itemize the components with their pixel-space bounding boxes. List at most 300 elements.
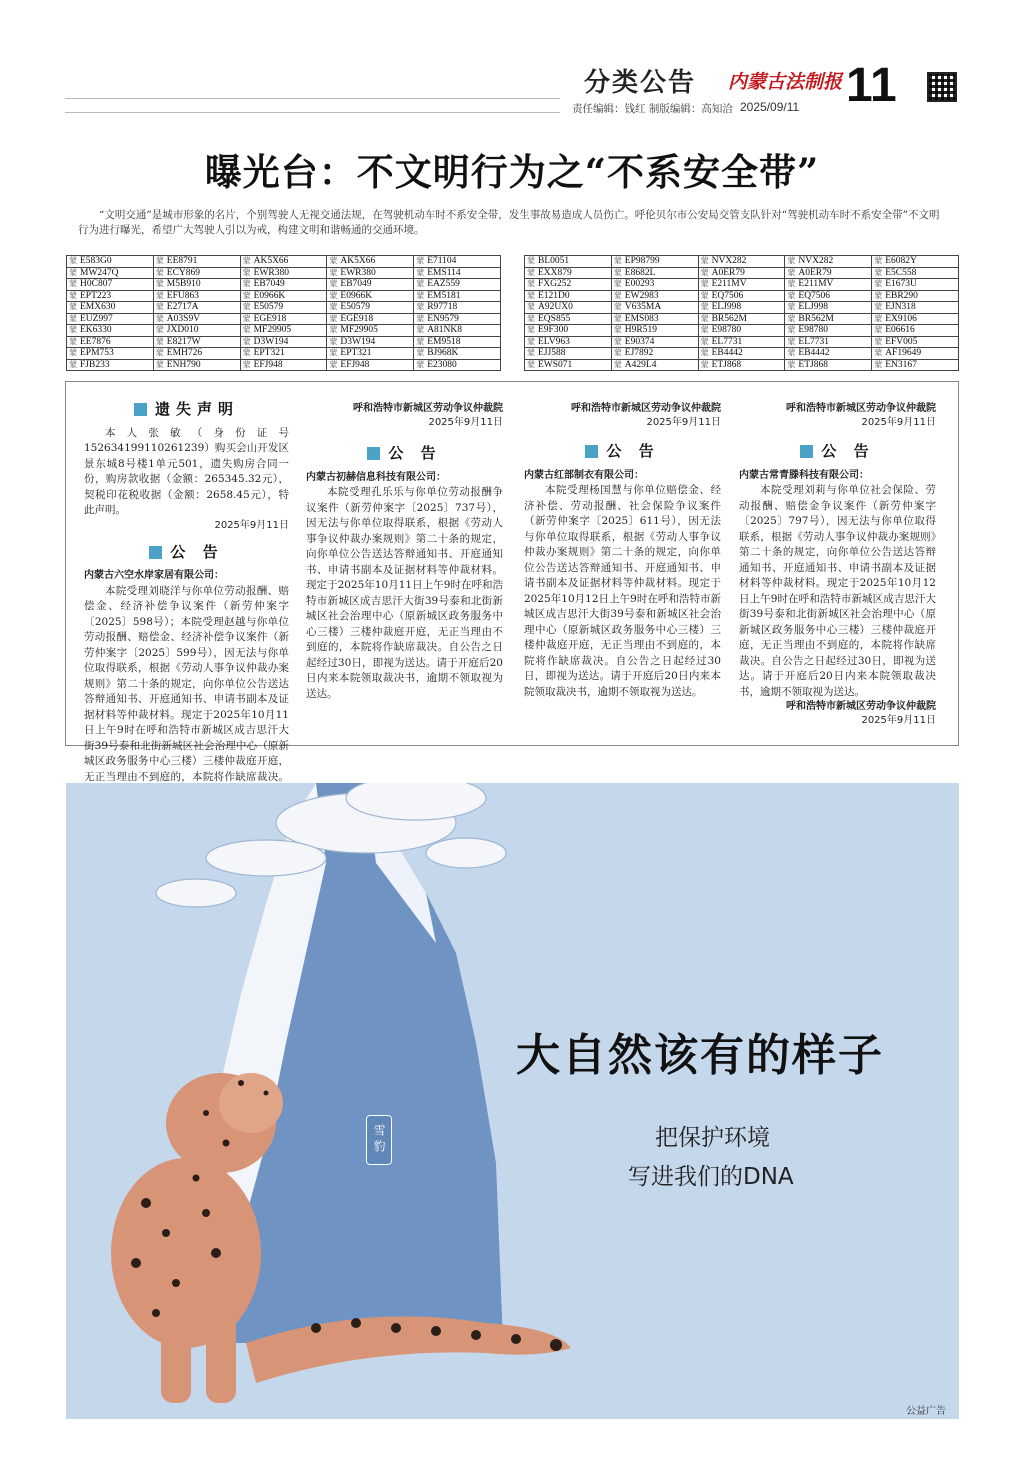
province-prefix: 蒙 <box>787 267 796 277</box>
province-prefix: 蒙 <box>69 302 77 311</box>
plate-number: E583G0 <box>80 256 112 266</box>
plate-number: E50579 <box>340 302 370 312</box>
notice2-date: 2025年9月11日 <box>646 417 721 428</box>
plate-number: EL7731 <box>711 336 743 347</box>
plate-number: BR562M <box>798 313 834 324</box>
province-prefix: 蒙 <box>527 267 535 277</box>
plate-number: EMH726 <box>166 348 203 358</box>
province-prefix: 蒙 <box>700 359 709 369</box>
public-service-poster <box>66 783 959 1419</box>
province-prefix: 蒙 <box>155 267 164 277</box>
province-prefix: 蒙 <box>69 279 77 288</box>
province-prefix: 蒙 <box>874 279 883 288</box>
plate-cell <box>785 279 872 291</box>
plate-number: BR562M <box>711 313 747 324</box>
plate-cell <box>327 256 414 268</box>
plate-cell <box>612 325 699 337</box>
snow-leopard-seal: 雪豹 <box>366 1115 392 1165</box>
plate-cell <box>612 302 699 314</box>
plate-cell <box>414 360 501 372</box>
plate-number: BJ968K <box>427 348 459 358</box>
province-prefix: 蒙 <box>787 359 796 369</box>
plate-number: EXX879 <box>538 267 572 278</box>
province-prefix: 蒙 <box>416 290 425 300</box>
plate-cell <box>525 348 612 360</box>
plate-number: E00293 <box>624 279 655 289</box>
plate-number: A03S9V <box>166 313 201 324</box>
province-prefix: 蒙 <box>700 348 709 357</box>
province-prefix: 蒙 <box>155 348 164 357</box>
plate-number: EWR380 <box>340 267 376 278</box>
plate-cell <box>414 302 501 314</box>
province-prefix: 蒙 <box>874 290 883 300</box>
province-prefix: 蒙 <box>700 313 709 323</box>
plate-cell <box>67 291 154 303</box>
plate-cell <box>154 302 241 314</box>
plate-cell <box>699 268 786 280</box>
plate-cell <box>699 337 786 349</box>
plate-number: E0966K <box>253 290 286 301</box>
plate-cell <box>154 256 241 268</box>
plate-cell <box>612 314 699 326</box>
plate-cell <box>327 314 414 326</box>
plate-number: EPT321 <box>253 348 285 358</box>
plate-cell <box>612 268 699 280</box>
plate-number: EB7049 <box>340 279 372 289</box>
plate-number: E06616 <box>885 325 915 335</box>
province-prefix: 蒙 <box>416 302 425 311</box>
province-prefix: 蒙 <box>787 313 796 323</box>
plate-number: EUZ997 <box>80 313 113 324</box>
province-prefix: 蒙 <box>69 290 77 300</box>
headline: 曝光台：不文明行为之“不系安全带” <box>204 150 820 194</box>
province-prefix: 蒙 <box>69 256 77 265</box>
province-prefix: 蒙 <box>329 267 338 277</box>
plate-cell <box>327 279 414 291</box>
province-prefix: 蒙 <box>242 359 251 369</box>
plate-cell <box>525 360 612 372</box>
plate-number: EB4442 <box>798 348 830 358</box>
notice1-company: 内蒙古六空水岸家居有限公司： <box>84 570 224 581</box>
province-prefix: 蒙 <box>874 313 883 323</box>
province-prefix: 蒙 <box>700 279 709 288</box>
plate-cell <box>872 314 959 326</box>
plate-number: MF29905 <box>340 325 378 335</box>
plate-number: EMS114 <box>427 267 461 278</box>
plate-number: E8217W <box>166 336 201 347</box>
plate-cell <box>67 360 154 372</box>
province-prefix: 蒙 <box>613 279 622 288</box>
poster-illustration <box>66 783 959 1419</box>
plate-cell <box>872 360 959 372</box>
plate-cell <box>241 337 328 349</box>
province-prefix: 蒙 <box>527 348 535 357</box>
plate-cell <box>67 256 154 268</box>
province-prefix: 蒙 <box>329 302 338 311</box>
plate-number: EJJ588 <box>538 348 566 358</box>
plate-cell <box>241 360 328 372</box>
notice3-company: 内蒙古红部制衣有限公司： <box>524 469 644 481</box>
plate-number: E98780 <box>798 325 828 335</box>
plate-number: ELJ998 <box>798 302 828 312</box>
province-prefix: 蒙 <box>527 336 535 346</box>
square-bullet-icon <box>367 447 380 460</box>
province-prefix: 蒙 <box>787 302 796 311</box>
plate-cell <box>785 337 872 349</box>
plate-cell <box>699 325 786 337</box>
plate-cell <box>872 302 959 314</box>
notice3-title: 公 告 <box>524 444 721 460</box>
plate-number: A92UX0 <box>538 302 573 312</box>
province-prefix: 蒙 <box>329 313 338 323</box>
plate-number: ETJ868 <box>711 359 742 370</box>
province-prefix: 蒙 <box>155 359 164 369</box>
province-prefix: 蒙 <box>613 313 622 323</box>
header-rule-2 <box>65 112 560 113</box>
province-prefix: 蒙 <box>329 348 338 357</box>
notice2-court: 呼和浩特市新城区劳动争议仲裁院 <box>571 403 721 414</box>
province-prefix: 蒙 <box>874 256 883 265</box>
plate-number: EE8791 <box>166 256 198 266</box>
plate-number: EQ7506 <box>798 290 831 301</box>
plate-number: JXD010 <box>166 325 199 335</box>
plate-cell <box>414 268 501 280</box>
plate-number: EWR380 <box>253 267 289 278</box>
editors-line: 责任编辑：钱红 制版编辑：高知洽 <box>572 103 733 115</box>
square-bullet-icon <box>134 403 147 416</box>
plate-number: ETJ868 <box>798 359 828 370</box>
plate-cell <box>414 291 501 303</box>
plate-cell <box>154 279 241 291</box>
province-prefix: 蒙 <box>874 267 883 277</box>
plate-cell <box>872 256 959 268</box>
province-prefix: 蒙 <box>69 267 77 277</box>
plate-cell <box>525 268 612 280</box>
plate-number: E90374 <box>624 336 655 347</box>
plate-cell <box>785 360 872 372</box>
plate-number: AF19649 <box>885 348 922 358</box>
plate-cell <box>67 348 154 360</box>
plate-number: D3W194 <box>253 336 289 347</box>
province-prefix: 蒙 <box>613 267 622 277</box>
plate-cell <box>154 291 241 303</box>
plate-number: V635MA <box>624 302 662 312</box>
plates-table-left <box>66 255 501 371</box>
plate-cell <box>241 314 328 326</box>
plate-cell <box>67 337 154 349</box>
plate-number: E211MV <box>711 279 747 289</box>
plate-number: EPT223 <box>80 290 112 301</box>
plate-cell <box>154 314 241 326</box>
notices-box <box>65 381 959 783</box>
plate-number: ECY869 <box>166 267 201 278</box>
province-prefix: 蒙 <box>329 256 338 265</box>
notice-column-4 <box>739 402 936 728</box>
province-prefix: 蒙 <box>787 256 796 265</box>
province-prefix: 蒙 <box>787 279 796 288</box>
plate-number: EM5181 <box>427 290 461 301</box>
plate-number: EJN318 <box>885 302 916 312</box>
province-prefix: 蒙 <box>613 325 622 334</box>
plate-cell <box>699 360 786 372</box>
province-prefix: 蒙 <box>613 302 622 311</box>
plate-cell <box>785 291 872 303</box>
plate-number: NVX282 <box>798 256 834 266</box>
plate-cell <box>241 348 328 360</box>
plate-number: EPT321 <box>340 348 372 358</box>
plate-cell <box>785 314 872 326</box>
plate-cell <box>699 279 786 291</box>
plate-cell <box>67 279 154 291</box>
notice4-court: 呼和浩特市新城区劳动争议仲裁院 <box>786 701 936 712</box>
lost-title: 遗失声明 <box>84 402 289 418</box>
plate-cell <box>525 256 612 268</box>
province-prefix: 蒙 <box>329 279 338 288</box>
plate-cell <box>154 337 241 349</box>
province-prefix: 蒙 <box>416 325 425 334</box>
plate-number: A81NK8 <box>427 325 463 335</box>
province-prefix: 蒙 <box>242 279 251 288</box>
issue-date: 2025/09/11 <box>740 100 800 114</box>
plate-cell <box>612 291 699 303</box>
plate-number: ENH790 <box>166 359 201 370</box>
plate-cell <box>67 314 154 326</box>
province-prefix: 蒙 <box>613 359 622 369</box>
province-prefix: 蒙 <box>416 313 425 323</box>
province-prefix: 蒙 <box>527 256 535 265</box>
plate-cell <box>327 360 414 372</box>
province-prefix: 蒙 <box>69 313 77 323</box>
plate-cell <box>525 314 612 326</box>
plate-number: EN9579 <box>427 313 459 324</box>
plate-number: A429L4 <box>624 359 657 370</box>
plate-cell <box>154 348 241 360</box>
plate-cell <box>327 291 414 303</box>
plate-cell <box>414 325 501 337</box>
section-title: 分类公告 <box>584 68 697 98</box>
notice1-body: 本院受理刘晓洋与你单位劳动报酬、赔偿金、经济补偿争议案件（新劳仲案字〔2025〕598号）；本院受理赵越与你单位劳动报酬、赔偿金、经济补偿争议案件（新劳仲案字〔2025〕599号），因无法与你单位取得联系，根据《劳动人事争议仲裁办案规则》第二十条的规定，向你单位公告送达答辩通知书、开庭通知书、申请书副本及证据材料等仲裁材料。现定于2025年10月11日上午9时在呼和浩特市新城区成吉思汗大街39号泰和北街新城区社会治理中心（原新城区政务服务中心三楼）三楼仲裁庭开庭，无正当理由不到庭的，本院将作缺席裁决。 <box>84 584 289 783</box>
plate-number: NVX282 <box>711 256 747 266</box>
province-prefix: 蒙 <box>69 336 77 346</box>
province-prefix: 蒙 <box>787 290 796 300</box>
square-bullet-icon <box>800 445 813 458</box>
province-prefix: 蒙 <box>416 267 425 277</box>
province-prefix: 蒙 <box>416 279 425 288</box>
province-prefix: 蒙 <box>155 290 164 300</box>
notice3-court: 呼和浩特市新城区劳动争议仲裁院 <box>786 403 936 414</box>
province-prefix: 蒙 <box>613 290 622 300</box>
plate-cell <box>154 325 241 337</box>
plate-cell <box>699 348 786 360</box>
plate-cell <box>785 256 872 268</box>
plate-cell <box>872 279 959 291</box>
plate-number: MW247Q <box>80 267 119 278</box>
plate-cell <box>872 337 959 349</box>
notice4-company: 内蒙古常青滕科技有限公司： <box>739 469 869 481</box>
square-bullet-icon <box>149 546 162 559</box>
province-prefix: 蒙 <box>416 348 425 357</box>
plate-cell <box>241 256 328 268</box>
plate-number: E211MV <box>798 279 834 289</box>
plate-number: AK5X66 <box>340 256 376 266</box>
province-prefix: 蒙 <box>416 336 425 346</box>
plate-number: D3W194 <box>340 336 376 347</box>
plate-number: BL0051 <box>538 256 570 266</box>
plate-number: EGE918 <box>340 313 374 324</box>
province-prefix: 蒙 <box>874 325 883 334</box>
plate-number: EFJ948 <box>253 359 283 370</box>
province-prefix: 蒙 <box>155 302 164 311</box>
plate-number: EB7049 <box>253 279 285 289</box>
plate-cell <box>872 268 959 280</box>
poster-subtitle-2: 写进我们的DNA <box>628 1164 794 1190</box>
province-prefix: 蒙 <box>416 256 425 265</box>
page-number: 11 <box>846 59 897 112</box>
province-prefix: 蒙 <box>874 302 883 311</box>
province-prefix: 蒙 <box>874 348 883 357</box>
plate-cell <box>872 348 959 360</box>
province-prefix: 蒙 <box>329 336 338 346</box>
plate-cell <box>414 348 501 360</box>
province-prefix: 蒙 <box>69 348 77 357</box>
plate-number: EAZ559 <box>427 279 460 289</box>
province-prefix: 蒙 <box>527 279 535 288</box>
plate-number: E6082Y <box>885 256 917 266</box>
province-prefix: 蒙 <box>69 359 77 369</box>
plate-cell <box>872 325 959 337</box>
plate-cell <box>414 256 501 268</box>
plate-number: A0ER79 <box>798 267 832 278</box>
lost-body: 本人张敏（身份证号152634199110261239）购买会山开发区景东城8号楼1单元501，遗失购房合同一份，购房款收据（金额：265345.32元），契税印花税收据（金额：2658.45元），特此声明。 <box>84 426 289 516</box>
plate-number: FJB233 <box>80 359 110 370</box>
plates-table-right <box>524 255 959 371</box>
plate-cell <box>612 360 699 372</box>
plate-cell <box>872 291 959 303</box>
poster-subtitle-1: 把保护环境 <box>655 1125 770 1151</box>
notice4-title: 公 告 <box>739 444 936 460</box>
province-prefix: 蒙 <box>613 336 622 346</box>
plate-number: EBR290 <box>885 290 918 301</box>
plate-number: EWS071 <box>538 359 573 370</box>
plate-cell <box>327 268 414 280</box>
plate-cell <box>525 325 612 337</box>
plate-cell <box>154 360 241 372</box>
province-prefix: 蒙 <box>527 359 535 369</box>
province-prefix: 蒙 <box>242 290 251 300</box>
plate-cell <box>327 302 414 314</box>
province-prefix: 蒙 <box>242 267 251 277</box>
plate-number: EX9106 <box>885 313 917 324</box>
province-prefix: 蒙 <box>527 313 535 323</box>
plate-number: E98780 <box>711 325 742 335</box>
notice1-title: 公 告 <box>84 545 289 561</box>
square-bullet-icon <box>585 445 598 458</box>
plate-number: E0966K <box>340 290 373 301</box>
plate-number: H0C807 <box>80 279 113 289</box>
province-prefix: 蒙 <box>700 302 709 311</box>
province-prefix: 蒙 <box>787 325 796 334</box>
province-prefix: 蒙 <box>242 325 251 334</box>
plate-number: EFV005 <box>885 336 918 347</box>
province-prefix: 蒙 <box>329 359 338 369</box>
plate-number: R97718 <box>427 302 458 312</box>
notice2-company: 内蒙古初赫信息科技有限公司： <box>306 471 446 483</box>
poster-title: 大自然该有的样子 <box>516 1030 884 1081</box>
plate-number: EPM753 <box>80 348 114 358</box>
province-prefix: 蒙 <box>700 325 709 334</box>
province-prefix: 蒙 <box>242 336 251 346</box>
plate-number: EW2983 <box>624 290 659 301</box>
lead-paragraph: “文明交通”是城市形象的名片，个别驾驶人无视交通法规，在驾驶机动车时不系安全带，发生事故易造成人员伤亡。呼伦贝尔市公安局交管支队针对“驾驶机动车时不系安全带”不文明行为进行曝光，希望广大驾驶人引以为戒，构建文明和谐畅通的交通环境。 <box>78 209 940 236</box>
plate-cell <box>414 279 501 291</box>
province-prefix: 蒙 <box>329 290 338 300</box>
plate-cell <box>785 348 872 360</box>
plate-number: A0ER79 <box>711 267 745 278</box>
province-prefix: 蒙 <box>527 302 535 311</box>
plate-number: MF29905 <box>253 325 292 335</box>
plate-number: AK5X66 <box>253 256 289 266</box>
plate-number: E2717A <box>166 302 199 312</box>
notice4-date: 2025年9月11日 <box>861 715 936 726</box>
plate-cell <box>241 325 328 337</box>
plate-number: M5B910 <box>166 279 201 289</box>
plate-number: EGE918 <box>253 313 287 324</box>
plate-cell <box>699 314 786 326</box>
plate-cell <box>241 302 328 314</box>
plate-cell <box>785 302 872 314</box>
notice2-title: 公 告 <box>306 446 503 462</box>
plate-cell <box>699 291 786 303</box>
plate-cell <box>699 256 786 268</box>
plate-number: EP98799 <box>624 256 660 266</box>
plate-number: ELJ998 <box>711 302 742 312</box>
notice-column-2 <box>306 402 503 702</box>
plate-cell <box>241 268 328 280</box>
plate-cell <box>414 337 501 349</box>
header-rule <box>65 98 560 99</box>
province-prefix: 蒙 <box>613 256 622 265</box>
plate-number: E71104 <box>427 256 457 266</box>
qr-code-icon <box>927 72 957 102</box>
plate-number: E8682L <box>624 267 656 278</box>
province-prefix: 蒙 <box>155 325 164 334</box>
notice4-body: 本院受理刘莉与你单位社会保险、劳动报酬、赔偿金争议案件（新劳仲案字〔2025〕797号），因无法与你单位取得联系，根据《劳动人事争议仲裁办案规则》第二十条的规定，向你单位公告送达答辩通知书、开庭通知书、申请书副本及证据材料等仲裁材料。现定于2025年10月12日上午9时在呼和浩特市新城区成吉思汗大街39号泰和北街新城区社会治理中心（原新城区政务服务中心三楼）三楼仲裁庭开庭，无正当理由不到庭的，本院将作缺席裁决。自公告之日起经过30日，即视为送达。请于开庭后20日内来本院领取裁决书，逾期不领取视为送达。 <box>739 484 936 698</box>
notice1-court: 呼和浩特市新城区劳动争议仲裁院 <box>353 403 503 414</box>
plate-number: EQS855 <box>538 313 571 324</box>
province-prefix: 蒙 <box>416 359 425 369</box>
province-prefix: 蒙 <box>329 325 338 334</box>
notice2-body: 本院受理孔乐乐与你单位劳动报酬争议案件（新劳仲案字〔2025〕737号），因无法与你单位取得联系，根据《劳动人事争议仲裁办案规则》第二十条的规定，向你单位公告送达答辩通知书、开庭通知书、申请书副本及证据材料等仲裁材料。现定于2025年10月11日上午9时在呼和浩特市新城区成吉思汗大街39号泰和北街新城区社会治理中心（原新城区政务服务中心三楼）三楼仲裁庭开庭，无正当理由不到庭的，本院将作缺席裁决。自公告之日起经过30日，即视为送达。请于开庭后20日内来本院领取裁决书，逾期不领取视为送达。 <box>306 486 503 700</box>
plate-number: E23080 <box>427 359 457 370</box>
plate-cell <box>327 348 414 360</box>
plate-number: E1673U <box>885 279 917 289</box>
ad-tag: 公益广告 <box>906 1406 946 1417</box>
province-prefix: 蒙 <box>242 348 251 357</box>
province-prefix: 蒙 <box>874 336 883 346</box>
province-prefix: 蒙 <box>700 336 709 346</box>
plate-cell <box>327 337 414 349</box>
plate-number: ELV963 <box>538 336 570 347</box>
plate-number: E121D0 <box>538 290 570 301</box>
plate-cell <box>525 302 612 314</box>
plate-cell <box>241 279 328 291</box>
notice1-date: 2025年9月11日 <box>428 417 503 428</box>
plate-number: EFJ948 <box>340 359 370 370</box>
plate-number: EL7731 <box>798 336 829 347</box>
plate-number: FXG252 <box>538 279 572 289</box>
province-prefix: 蒙 <box>527 290 535 300</box>
province-prefix: 蒙 <box>69 325 77 334</box>
